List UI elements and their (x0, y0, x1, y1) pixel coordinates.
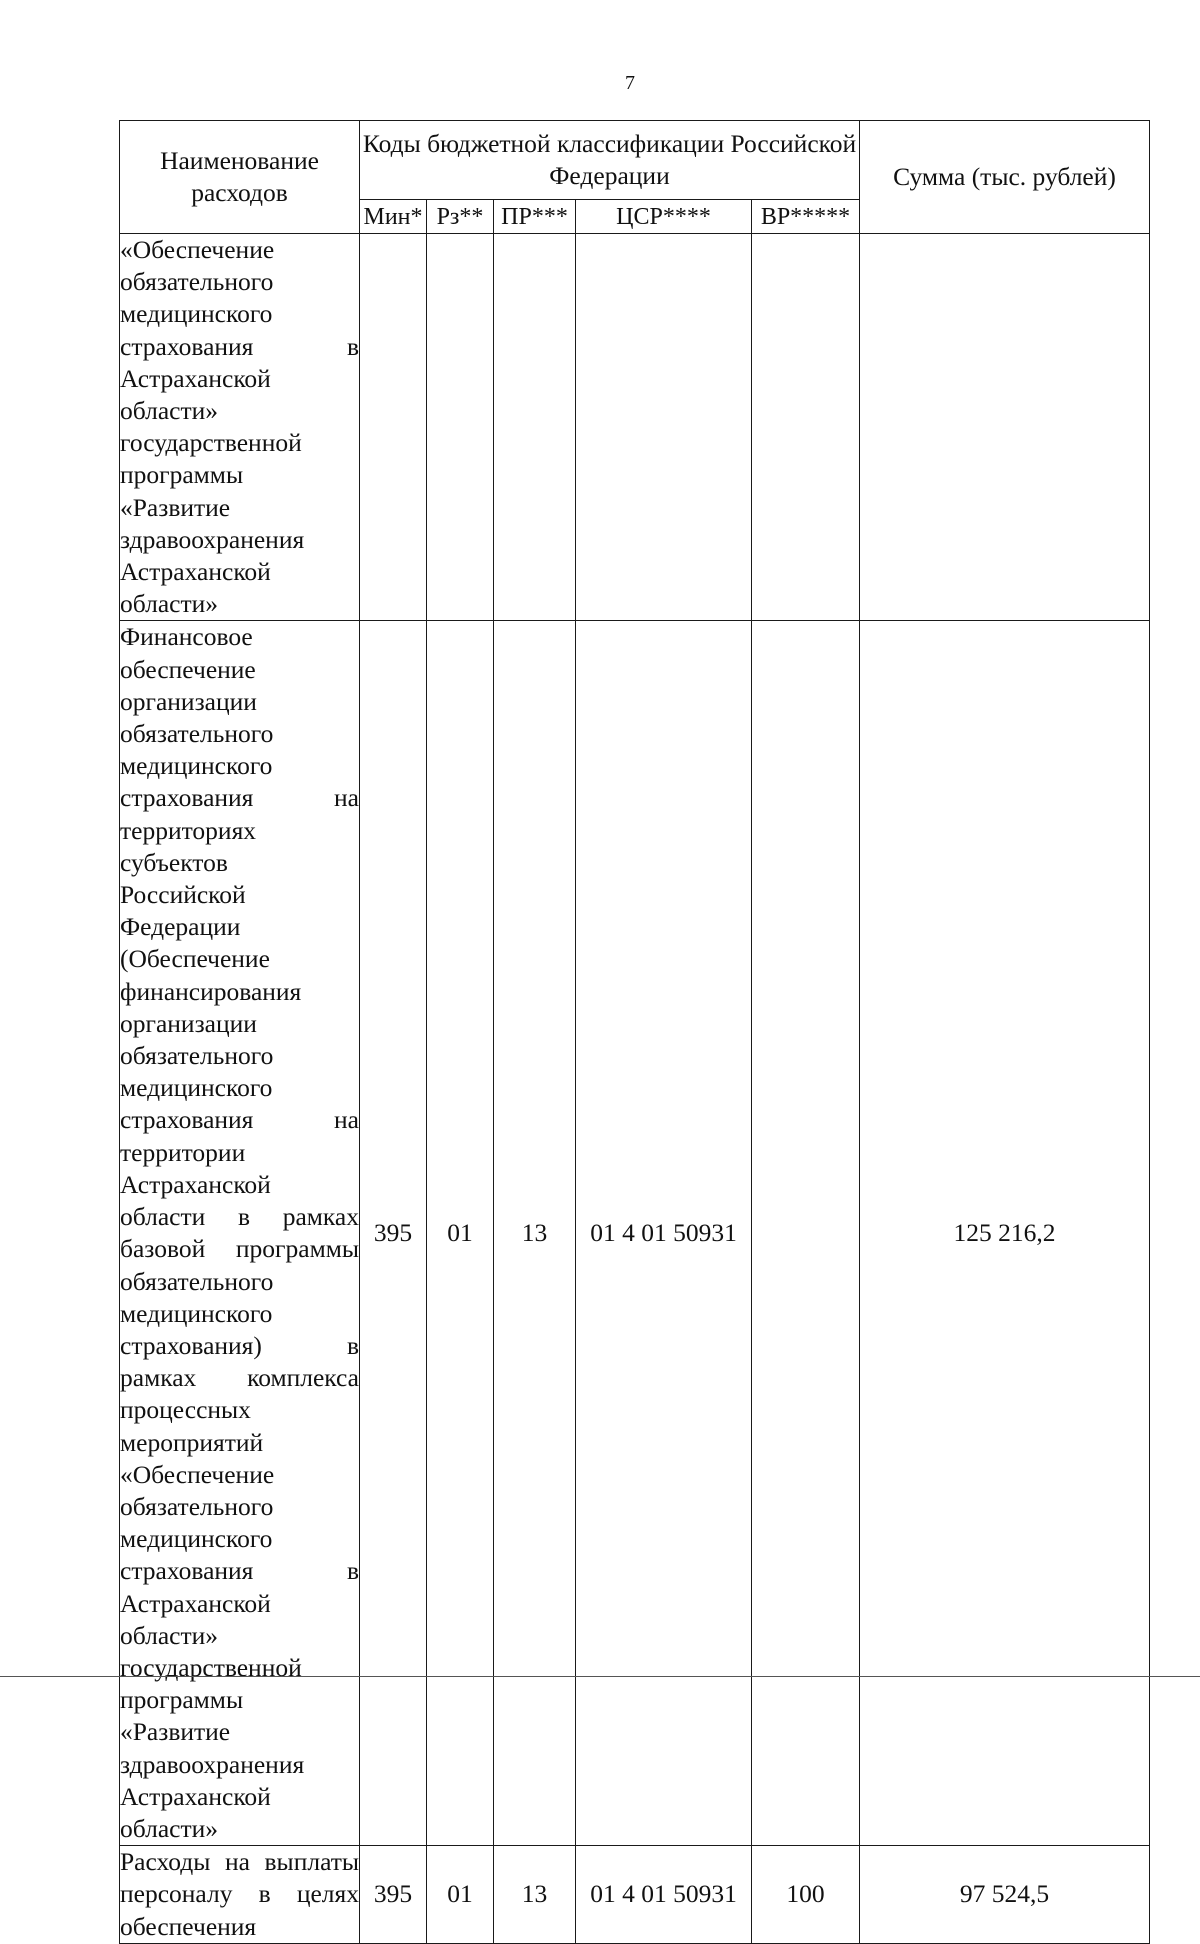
row-pr (494, 234, 576, 621)
row-name: Расходы на выплаты персоналу в целях обеспечения (120, 1846, 360, 1944)
row-vr: 100 (752, 1846, 860, 1944)
row-rz: 01 (427, 1846, 494, 1944)
header-codes-group: Коды бюджетной классификации Российской Федерации (360, 121, 860, 200)
table-row (120, 1846, 1150, 1944)
header-sum-column: Сумма (тыс. рублей) (860, 121, 1150, 234)
row-min: 395 (360, 1846, 427, 1944)
header-pr: ПР*** (494, 200, 576, 234)
row-sum: 125 216,2 (860, 621, 1150, 1846)
row-csr (576, 234, 752, 621)
budget-table (119, 120, 1150, 1944)
row-csr: 01 4 01 50931 (576, 621, 752, 1846)
row-min: 395 (360, 621, 427, 1846)
row-csr: 01 4 01 50931 (576, 1846, 752, 1944)
table-row (120, 234, 1150, 621)
table-row (120, 621, 1150, 1846)
row-pr: 13 (494, 1846, 576, 1944)
row-name: Финансовое обеспечение организации обязательного медицинского страхования на территориях субъектов Российской Федерации (Обеспечение финансирования организации обязательного медицинского страхования на территории Астраханской области в рамках базовой программы обязательного медицинского страхования) в рамках комплекса процессных мероприятий «Обеспечение обязательного медицинского страхования в Астраханской области» государственной программы «Развитие здравоохранения Астраханской области» (120, 621, 360, 1846)
table-header (120, 121, 1150, 234)
row-sum: 97 524,5 (860, 1846, 1150, 1944)
header-min: Мин* (360, 200, 427, 234)
table-body (120, 234, 1150, 1944)
page-number: 7 (625, 72, 635, 94)
row-vr (752, 621, 860, 1846)
row-min (360, 234, 427, 621)
row-sum (860, 234, 1150, 621)
page-bottom-rule (0, 1676, 1200, 1677)
row-rz (427, 234, 494, 621)
row-name: «Обеспечение обязательного медицинского страхования в Астраханской области» государственной программы «Развитие здравоохранения Астраханской области» (120, 234, 360, 621)
header-name-column: Наименование расходов (120, 121, 360, 234)
header-vr: ВР***** (752, 200, 860, 234)
row-vr (752, 234, 860, 621)
header-rz: Рз** (427, 200, 494, 234)
header-csr: ЦСР**** (576, 200, 752, 234)
row-rz: 01 (427, 621, 494, 1846)
row-pr: 13 (494, 621, 576, 1846)
